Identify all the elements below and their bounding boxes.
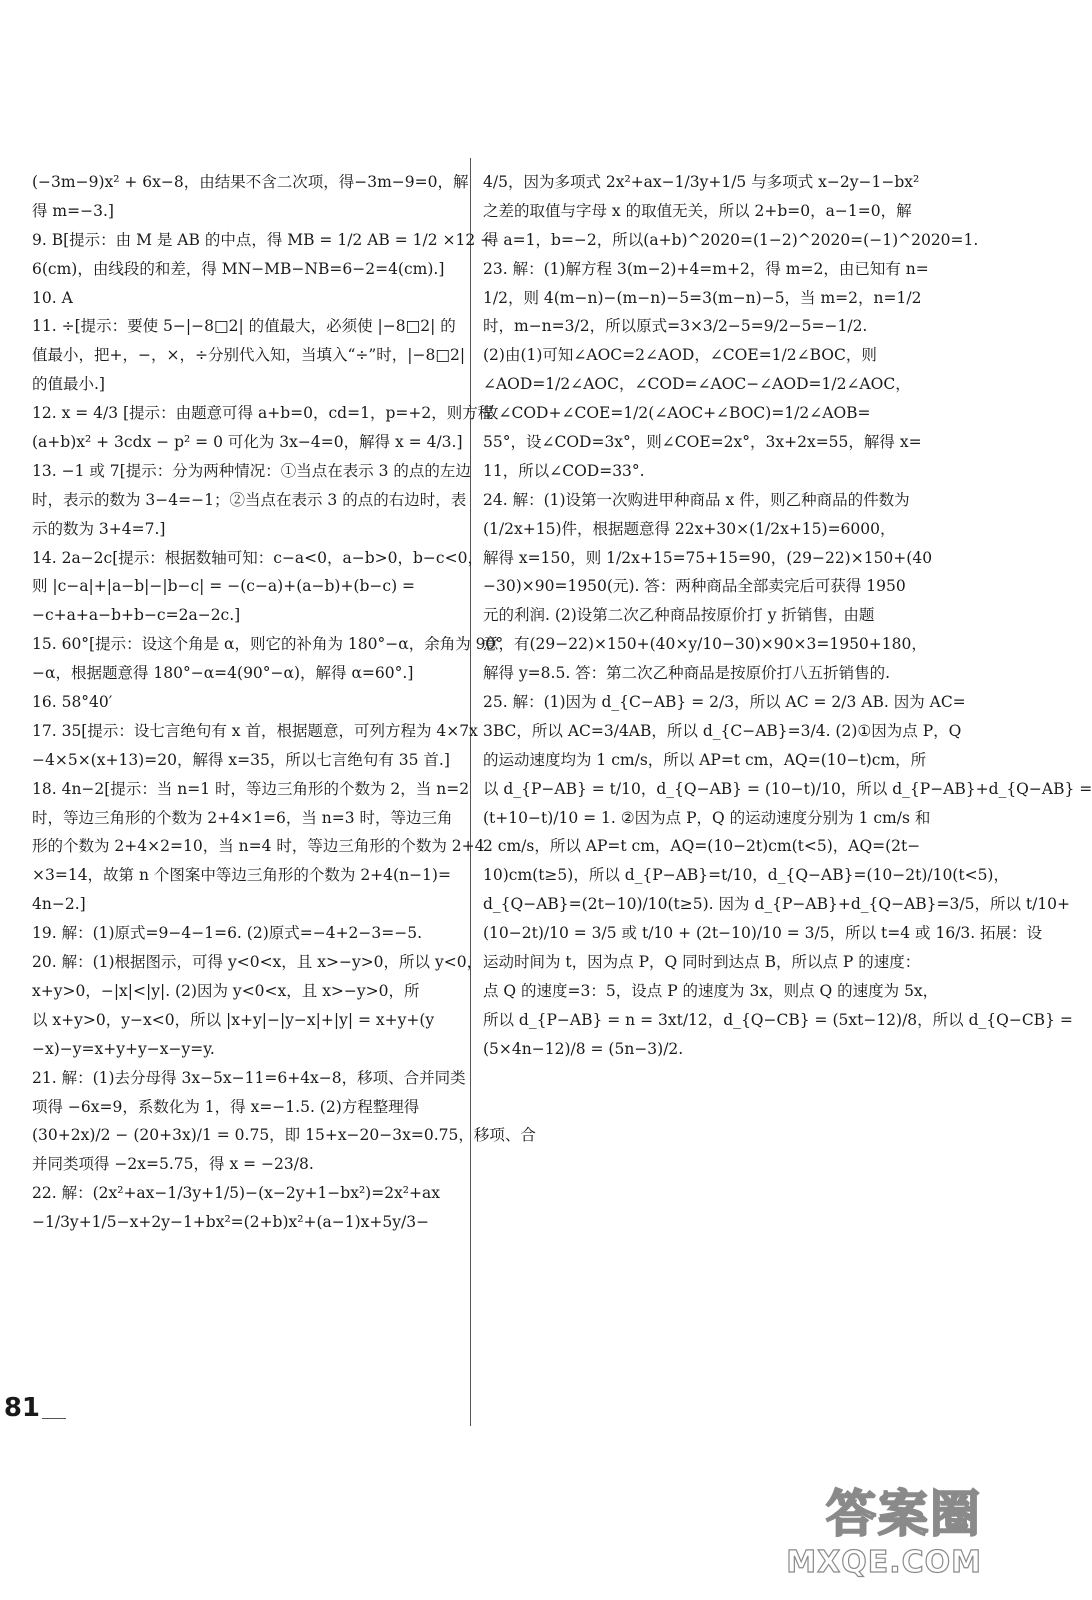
text-line: 故∠COD+∠COE=1/2(∠AOC+∠BOC)=1/2∠AOB= (483, 404, 871, 423)
text-line: 解得 x=150，则 1/2x+15=75+15=90，(29−22)×150+(40 (483, 548, 933, 567)
text-line: 之差的取值与字母 x 的取值无关，所以 2+b=0，a−1=0，解 (483, 201, 912, 220)
text-line: 元的利润. (2)设第二次乙种商品按原价打 y 折销售，由题 (483, 606, 875, 625)
text-line: 2 cm/s，所以 AP=t cm，AQ=(10−2t)cm(t<5)，AQ=(2t− (483, 837, 921, 856)
text-line: 17. 35[提示：设七言绝句有 x 首，根据题意，可列方程为 4×7x (32, 721, 478, 740)
text-line: 以 d_{P−AB} = t/10，d_{Q−AB} = (10−t)/10，所以 d_{P−AB}+d_{Q−AB} = (483, 779, 1092, 798)
watermark-title: 答案圈 (826, 1485, 982, 1543)
text-line: 则 |c−a|+|a−b|−|b−c| = −(c−a)+(a−b)+(b−c) = (32, 577, 416, 596)
text-line: 得 a=1，b=−2，所以(a+b)^2020=(1−2)^2020=(−1)^2020=1. (483, 230, 979, 249)
text-line: 55°，设∠COD=3x°，则∠COE=2x°，3x+2x=55，解得 x= (483, 433, 922, 452)
text-line: −4×5×(x+13)=20，解得 x=35，所以七言绝句有 35 首.] (32, 750, 450, 769)
text-line: 意，有(29−22)×150+(40×y/10−30)×90×3=1950+180， (483, 635, 927, 654)
text-line: 的运动速度均为 1 cm/s，所以 AP=t cm，AQ=(10−t)cm，所 (483, 750, 927, 769)
text-line: 20. 解：(1)根据图示，可得 y<0<x，且 x>−y>0，所以 y<0， (32, 953, 483, 972)
text-line: 10)cm(t≥5)，所以 d_{P−AB}=t/10，d_{Q−AB}=(10−2t)/10(t<5)， (483, 866, 1009, 885)
text-line: 9. B[提示：由 M 是 AB 的中点，得 MB = 1/2 AB = 1/2 ×12 − (32, 230, 494, 249)
text-line: 22. 解：(2x²+ax−1/3y+1/5)−(x−2y+1−bx²)=2x²+ax (32, 1184, 440, 1203)
text-line: (a+b)x² + 3cdx − p² = 0 可化为 3x−4=0，解得 x = 4/3.] (32, 433, 463, 452)
text-line: −x)−y=x+y+y−x−y=y. (32, 1039, 215, 1058)
text-line: (10−2t)/10 = 3/5 或 t/10 + (2t−10)/10 = 3/5，所以 t=4 或 16/3. 拓展：设 (483, 924, 1043, 943)
text-line: 4n−2.] (32, 895, 86, 914)
watermark-logo (732, 1484, 982, 1582)
watermark-url: MXQE.COM (786, 1545, 982, 1580)
text-line: 形的个数为 2+4×2=10，当 n=4 时，等边三角形的个数为 2+4 (32, 837, 485, 856)
text-line: 16. 58°40′ (32, 693, 113, 712)
text-line: 并同类项得 −2x=5.75，得 x = −23/8. (32, 1155, 314, 1174)
text-line: (t+10−t)/10 = 1. ②因为点 P，Q 的运动速度分别为 1 cm/s 和 (483, 808, 931, 827)
text-line: 3BC，所以 AC=3/4AB，所以 d_{C−AB}=3/4. (2)①因为点 P，Q (483, 721, 962, 740)
text-line: 24. 解：(1)设第一次购进甲种商品 x 件，则乙种商品的件数为 (483, 490, 910, 509)
text-line: 15. 60°[提示：设这个角是 α，则它的补角为 180°−α，余角为 90° (32, 635, 504, 654)
text-line: 的值最小.] (32, 375, 105, 394)
text-line: (1/2x+15)件，根据题意得 22x+30×(1/2x+15)=6000， (483, 519, 896, 538)
text-line: (2)由(1)可知∠AOC=2∠AOD，∠COE=1/2∠BOC，则 (483, 346, 877, 365)
text-line: 1/2，则 4(m−n)−(m−n)−5=3(m−n)−5，当 m=2，n=1/2 (483, 288, 922, 307)
text-line: 13. −1 或 7[提示：分为两种情况：①当点在表示 3 的点的左边 (32, 461, 471, 480)
text-line: ∠AOD=1/2∠AOC，∠COD=∠AOC−∠AOD=1/2∠AOC， (483, 375, 911, 394)
text-line: −c+a+a−b+b−c=2a−2c.] (32, 606, 241, 625)
text-line: 所以 d_{P−AB} = n = 3xt/12，d_{Q−CB} = (5xt−12)/8，所以 d_{Q−CB} = (483, 1010, 1073, 1029)
text-line: 值最小，把+，−，×，÷分别代入知，当填入“÷”时，|−8□2| (32, 346, 466, 365)
text-line: 12. x = 4/3 [提示：由题意可得 a+b=0，cd=1，p=+2，则方程 (32, 404, 494, 423)
text-line: ×3=14，故第 n 个图案中等边三角形的个数为 2+4(n−1)= (32, 866, 451, 885)
text-line: −30)×90=1950(元). 答：两种商品全部卖完后可获得 1950 (483, 577, 906, 596)
text-line: 得 m=−3.] (32, 201, 114, 220)
text-line: (5×4n−12)/8 = (5n−3)/2. (483, 1039, 684, 1058)
text-line: 4/5，因为多项式 2x²+ax−1/3y+1/5 与多项式 x−2y−1−bx² (483, 173, 920, 191)
text-line: 6(cm)，由线段的和差，得 MN−MB−NB=6−2=4(cm).] (32, 259, 445, 278)
text-line: 运动时间为 t，因为点 P，Q 同时到达点 B，所以点 P 的速度： (483, 953, 921, 972)
text-line: 示的数为 3+4=7.] (32, 519, 166, 538)
text-line: 以 x+y>0，y−x<0，所以 |x+y|−|y−x|+|y| = x+y+(y (32, 1010, 435, 1029)
text-line: 25. 解：(1)因为 d_{C−AB} = 2/3，所以 AC = 2/3 AB. 因为 AC= (483, 693, 966, 712)
text-line: d_{Q−AB}=(2t−10)/10(t≥5). 因为 d_{P−AB}+d_{Q−AB}=3/5，所以 t/10+ (483, 895, 1071, 914)
text-line: 时，等边三角形的个数为 2+4×1=6，当 n=3 时，等边三角 (32, 808, 453, 827)
left-column (32, 168, 536, 1237)
text-line: (−3m−9)x² + 6x−8，由结果不含二次项，得−3m−9=0，解 (32, 173, 469, 191)
text-line: 点 Q 的速度=3：5，设点 P 的速度为 3x，则点 Q 的速度为 5x， (483, 981, 939, 1000)
right-column (483, 168, 1092, 1064)
text-line: 18. 4n−2[提示：当 n=1 时，等边三角形的个数为 2，当 n=2 (32, 779, 470, 798)
text-line: 10. A (32, 288, 73, 307)
text-line: 解得 y=8.5. 答：第二次乙种商品是按原价打八五折销售的. (483, 664, 891, 683)
text-line: x+y>0，−|x|<|y|. (2)因为 y<0<x，且 x>−y>0，所 (32, 981, 420, 1000)
page-number-rule (42, 1418, 66, 1419)
text-line: 项得 −6x=9，系数化为 1，得 x=−1.5. (2)方程整理得 (32, 1097, 420, 1116)
text-line: 时，m−n=3/2，所以原式=3×3/2−5=9/2−5=−1/2. (483, 317, 868, 336)
text-line: 时，表示的数为 3−4=−1；②当点在表示 3 的点的右边时，表 (32, 490, 467, 509)
text-line: 23. 解：(1)解方程 3(m−2)+4=m+2，得 m=2，由已知有 n= (483, 259, 929, 278)
page-number: 81 (3, 1393, 40, 1423)
text-line: 14. 2a−2c[提示：根据数轴可知：c−a<0，a−b>0，b−c<0， (32, 548, 483, 567)
text-line: 19. 解：(1)原式=9−4−1=6. (2)原式=−4+2−3=−5. (32, 924, 423, 943)
text-line: 21. 解：(1)去分母得 3x−5x−11=6+4x−8，移项、合并同类 (32, 1068, 466, 1087)
text-line: −α，根据题意得 180°−α=4(90°−α)，解得 α=60°.] (32, 664, 414, 683)
text-line: (30+2x)/2 − (20+3x)/1 = 0.75，即 15+x−20−3x=0.75，移项、合 (32, 1126, 536, 1145)
text-line: 11，所以∠COD=33°. (483, 461, 645, 480)
text-line: 11. ÷[提示：要使 5−|−8□2| 的值最大，必须使 |−8□2| 的 (32, 317, 456, 336)
text-line: −1/3y+1/5−x+2y−1+bx²=(2+b)x²+(a−1)x+5y/3− (32, 1213, 430, 1232)
